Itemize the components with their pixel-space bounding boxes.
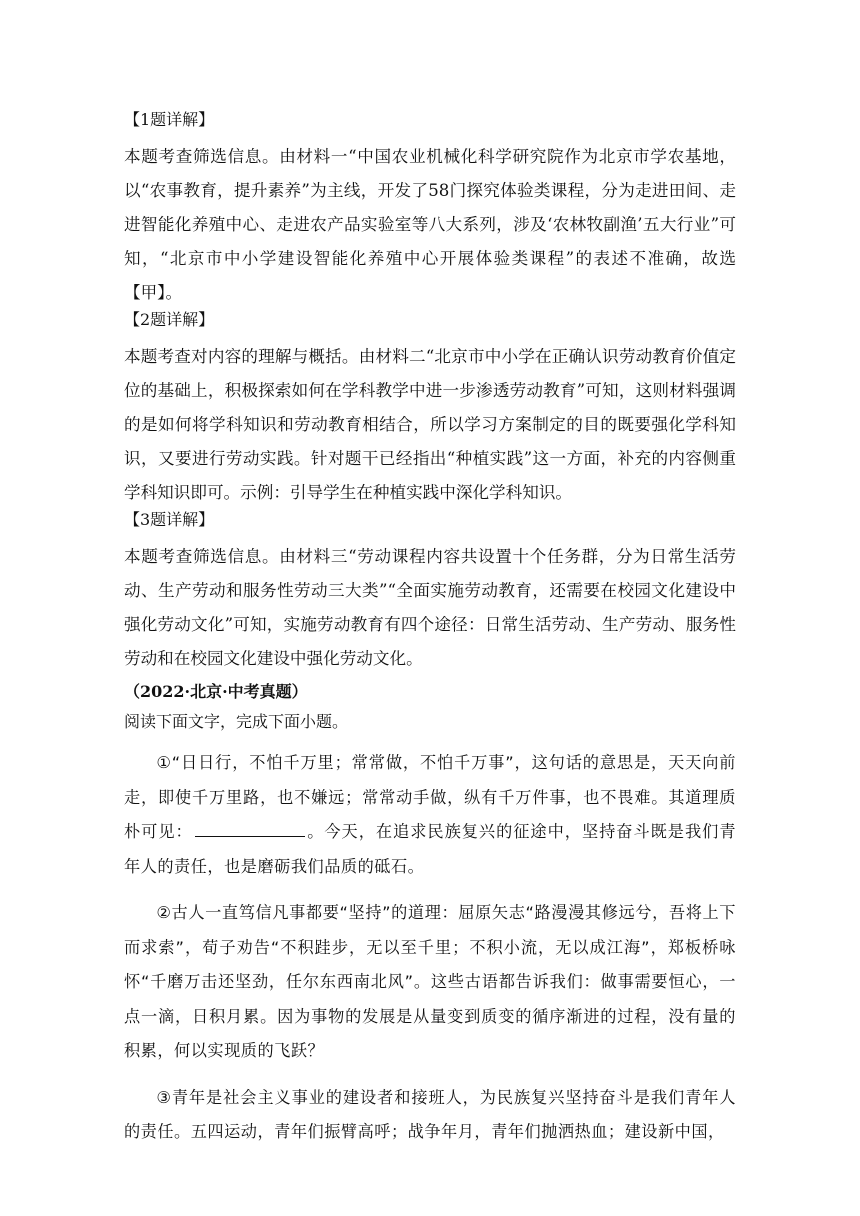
answer-section-3 xyxy=(124,510,736,676)
section-body-2: 本题考查对内容的理解与概括。由材料二“北京市中小学在正确认识劳动教育价值定位的基础上，积极探索如何在学科教学中进一步渗透劳动教育”可知，这则材料强调的是如何将学科知识和劳动教育相结合，所以学习方案制定的目的既要强化学科知识，又要进行劳动实践。针对题干已经指出“种植实践”这一方面，补充的内容侧重学科知识即可。示例：引导学生在种植实践中深化学科知识。 xyxy=(124,347,736,502)
answer-section-1 xyxy=(124,110,736,310)
section-heading-2: 【2题详解】 xyxy=(124,310,215,329)
reading-paragraph-1-part-b: 。今天，在追求民族复兴的征途中，坚持奋斗既是我们青年人的责任，也是磨砺我们品质的砥石。 xyxy=(124,822,737,876)
fill-in-blank xyxy=(195,818,305,837)
section-heading-1: 【1题详解】 xyxy=(124,110,215,129)
section-body-1: 本题考查筛选信息。由材料一“中国农业机械化科学研究院作为北京市学农基地，以“农事教育，提升素养”为主线，开发了58门探究体验类课程，分为走进田间、走进智能化养殖中心、走进农产品实验室等八大系列，涉及‘农林牧副渔’五大行业”可知，“北京市中小学建设智能化养殖中心开展体验类课程”的表述不准确，故选【甲】。 xyxy=(124,147,736,302)
reading-paragraph-2: ②古人一直笃信凡事都要“坚持”的道理：屈原矢志“路漫漫其修远兮，吾将上下而求索”，荀子劝告“不积跬步，无以至千里；不积小流，无以成江海”，郑板桥咏怀“千磨万击还坚劲，任尔东西南北风”。这些古语都告诉我们：做事需要恒心，一点一滴，日积月累。因为事物的发展是从量变到质变的循序渐进的过程，没有量的积累，何以实现质的飞跃？ xyxy=(124,903,736,1060)
section-heading-3: 【3题详解】 xyxy=(124,510,215,529)
section-body-3: 本题考查筛选信息。由材料三“劳动课程内容共设置十个任务群，分为日常生活劳动、生产劳动和服务性劳动三大类”“全面实施劳动教育，还需要在校园文化建设中强化劳动文化”可知，实施劳动教育有四个途径：日常生活劳动、生产劳动、服务性劳动和在校园文化建设中强化劳动文化。 xyxy=(124,547,736,668)
answer-section-2 xyxy=(124,310,736,510)
reading-instruction: 阅读下面文字，完成下面小题。 xyxy=(124,712,349,731)
exam-source-label: （2022·北京·中考真题） xyxy=(124,682,308,701)
reading-paragraph-1-part-a: ①“日日行，不怕千万里；常常做，不怕千万事”，这句话的意思是，天天向前走，即使千万里路，也不嫌远；常常动手做，纵有千万件事，也不畏难。其道理质朴可见： xyxy=(124,753,736,841)
reading-paragraph-3: ③青年是社会主义事业的建设者和接班人，为民族复兴坚持奋斗是我们青年人的责任。五四运动，青年们振臂高呼；战争年月，青年们抛洒热血；建设新中国， xyxy=(124,1087,736,1141)
document-content xyxy=(124,110,736,1162)
reading-paragraph-1 xyxy=(124,746,736,884)
